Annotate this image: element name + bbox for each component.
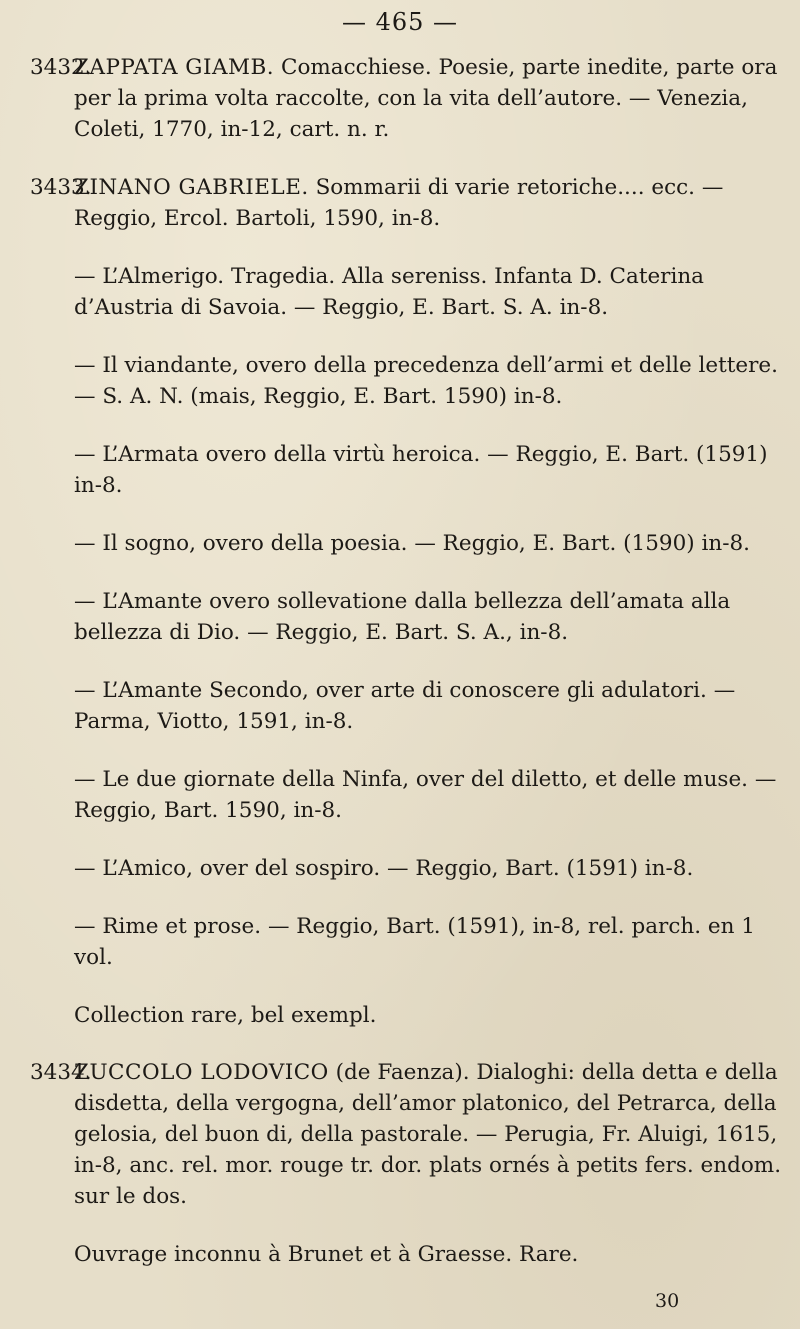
sub-entry: — L’Amante Secondo, over arte di conoscere gli adulatori. — Parma, Viotto, 1591, in-8. [74,678,736,734]
sub-entry: — Il sogno, overo della poesia. — Reggio, E. Bart. (1590) in-8. [74,531,750,556]
signature-mark: 30 [655,1290,680,1312]
entries-list [30,52,782,1296]
entry-main [30,172,782,234]
sub-entry: — Il viandante, overo della precedenza dell’armi et delle lettere. — S. A. N. (mais, Reggio, E. Bart. 1590) in-8. [74,353,778,409]
sub-entry: — L’Almerigo. Tragedia. Alla sereniss. Infanta D. Caterina d’Austria di Savoia. — Reggio, E. Bart. S. A. in-8. [74,264,704,320]
entry-number: 3434. [30,1060,92,1085]
sub-entry: — Le due giornate della Ninfa, over del diletto, et delle muse. — Reggio, Bart. 1590, in-8. [74,767,777,823]
sub-entry: — L’Amico, over del sospiro. — Reggio, Bart. (1591) in-8. [74,856,694,881]
sub-entry: — L’Amante overo sollevatione dalla bellezza dell’amata alla bellezza di Dio. — Reggio, E. Bart. S. A., in-8. [74,589,731,645]
sub-entry: — Rime et prose. — Reggio, Bart. (1591), in-8, rel. parch. en 1 vol. [74,914,755,970]
entry-text: Sommarii di varie retoriche.... ecc. — Reggio, Ercol. Bartoli, 1590, in-8. [74,175,724,231]
entry-note: Ouvrage inconnu à Brunet et à Graesse. Rare. [74,1242,579,1267]
entry-main [30,52,782,145]
entry-number: 3432. [30,55,92,80]
catalogue-entry [30,172,782,1031]
catalogue-entry [30,52,782,145]
catalogue-entry [30,1057,782,1270]
entry-author: ZUCCOLO LODOVICO [74,1060,329,1085]
entry-main [30,1057,782,1212]
page-number: — 465 — [341,8,459,36]
sub-entry: — L’Armata overo della virtù heroica. — Reggio, E. Bart. (1591) in-8. [74,442,768,498]
entry-text: (de Faenza). Dialoghi: della detta e della disdetta, della vergogna, dell’amor platonico, del Petrarca, della gelosia, del buon di, della pastorale. — Perugia, Fr. Aluigi, 1615, in-8, anc. rel. mor. rouge tr. dor. plats ornés à petits fers. endom. sur le dos. [74,1060,782,1209]
entry-author: ZINANO GABRIELE. [74,175,309,200]
entry-number: 3433. [30,175,92,200]
entry-text: Comacchiese. Poesie, parte inedite, parte ora per la prima volta raccolte, con la vita dell’autore. — Venezia, Coleti, 1770, in-12, cart. n. r. [74,55,778,142]
entry-author: ZAPPATA GIAMB. [74,55,275,80]
entry-note: Collection rare, bel exempl. [74,1003,377,1028]
